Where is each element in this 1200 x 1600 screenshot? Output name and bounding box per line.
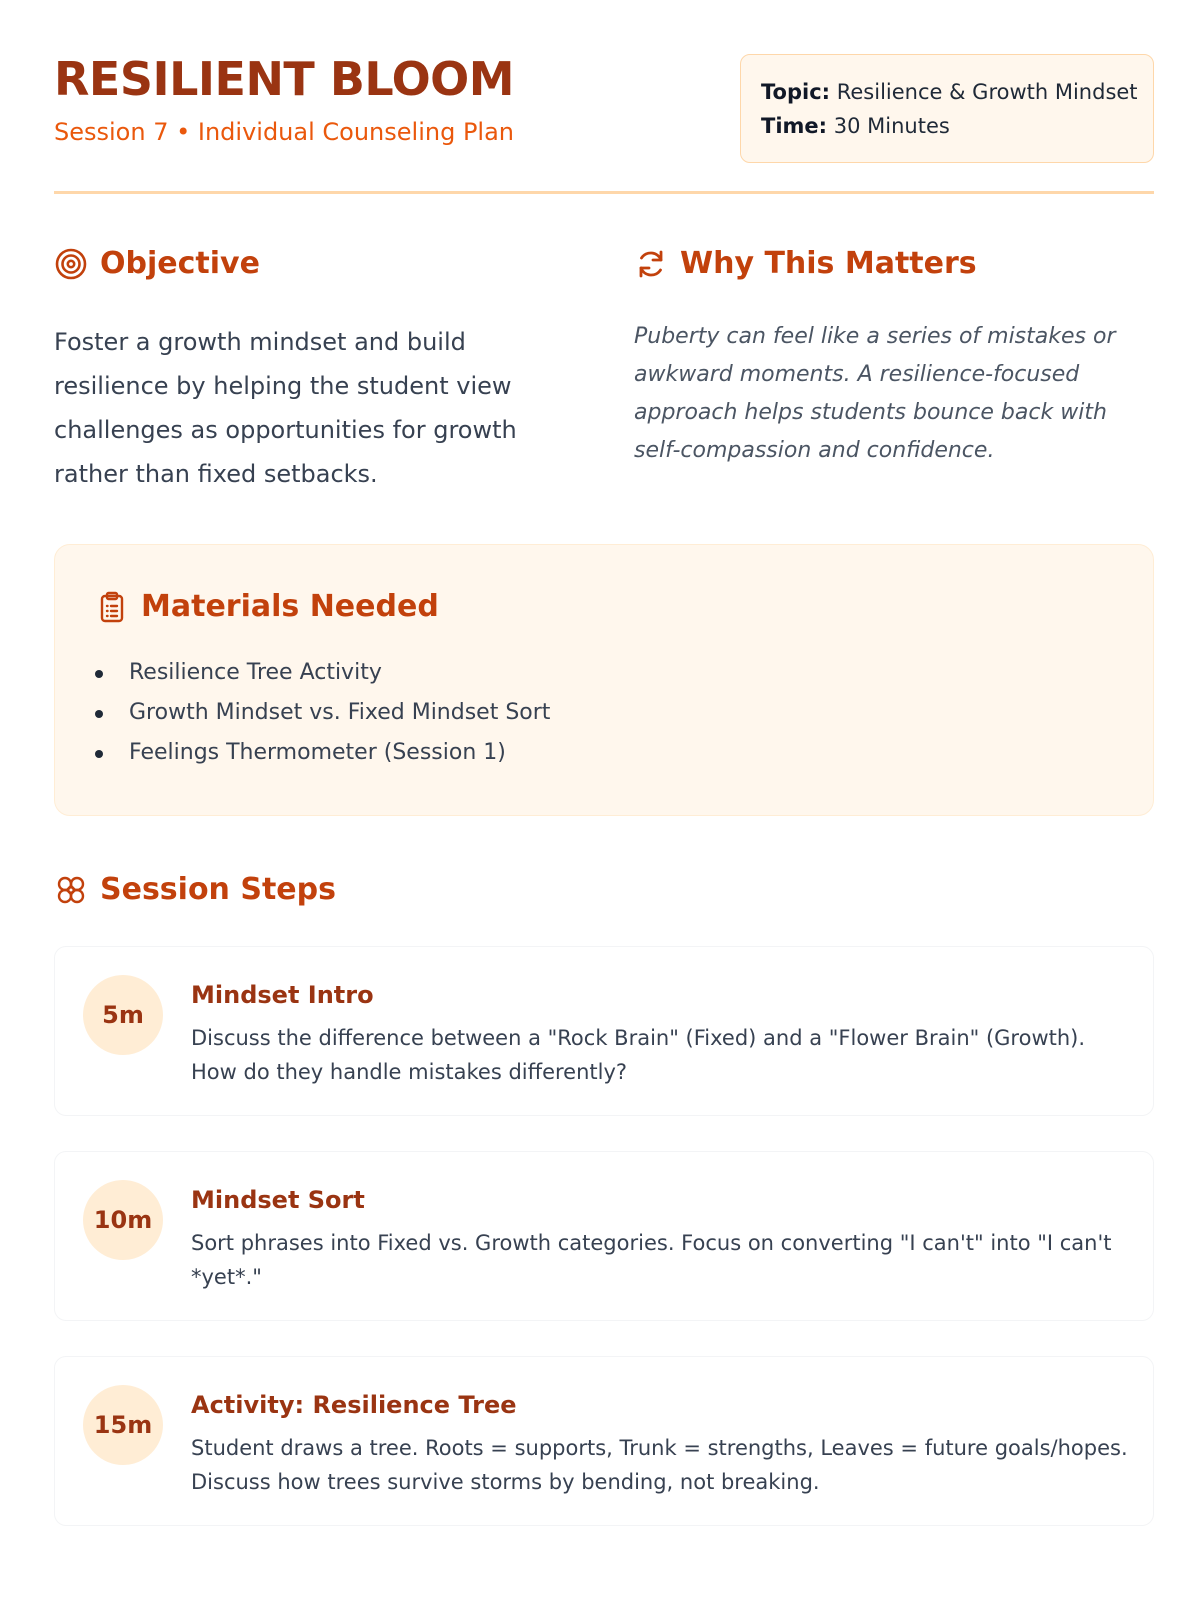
steps-heading-text: Session Steps (100, 872, 336, 907)
step-title: Mindset Intro (191, 981, 374, 1009)
objective-heading (54, 246, 260, 281)
list-item: Growth Mindset vs. Fixed Mindset Sort (95, 693, 550, 733)
step-description: Discuss the difference between a "Rock Brain" (Fixed) and a "Flower Brain" (Growth). How do they handle mistakes differently? (191, 1026, 1086, 1084)
materials-list (95, 653, 550, 773)
materials-heading-text: Materials Needed (141, 589, 439, 624)
refresh-icon (634, 247, 668, 281)
list-item: Resilience Tree Activity (95, 653, 550, 693)
step-card (54, 1356, 1154, 1526)
step-title: Activity: Resilience Tree (191, 1391, 517, 1419)
why-text: Puberty can feel like a series of mistakes or awkward moments. A resilience-focused approach helps students bounce back with self-compassion and confidence. (634, 324, 1116, 463)
step-description: Student draws a tree. Roots = supports, Trunk = strengths, Leaves = future goals/hopes. Discuss how trees survive storms by bending, not breaking. (191, 1436, 1128, 1494)
list-item: Feelings Thermometer (Session 1) (95, 733, 550, 773)
page-title: RESILIENT BLOOM (54, 52, 515, 106)
step-duration-badge: 15m (83, 1385, 163, 1465)
step-duration-badge: 10m (83, 1180, 163, 1260)
objective-heading-text: Objective (100, 246, 260, 281)
why-heading-text: Why This Matters (680, 246, 977, 281)
page-subtitle: Session 7 • Individual Counseling Plan (54, 118, 514, 146)
topic-line (761, 75, 1138, 109)
step-description: Sort phrases into Fixed vs. Growth categories. Focus on converting "I can't" into "I can't *yet*." (191, 1231, 1112, 1289)
target-icon (54, 247, 88, 281)
steps-heading (54, 872, 336, 907)
session-info-box (740, 54, 1154, 163)
topic-value: Resilience & Growth Mindset (836, 80, 1138, 104)
step-duration-badge: 5m (83, 975, 163, 1055)
page-header (54, 52, 1154, 194)
step-title: Mindset Sort (191, 1186, 365, 1214)
time-value: 30 Minutes (833, 114, 950, 138)
materials-heading (95, 589, 439, 624)
why-heading (634, 246, 977, 281)
materials-panel (54, 544, 1154, 816)
clipboard-icon (95, 590, 129, 624)
flower-icon (54, 873, 88, 907)
time-label: Time: (761, 114, 828, 138)
step-card (54, 1151, 1154, 1321)
objective-text: Foster a growth mindset and build resilience by helping the student view challenges as opportunities for growth rather than fixed setbacks. (54, 328, 517, 488)
step-card (54, 946, 1154, 1116)
topic-label: Topic: (761, 80, 831, 104)
time-line (761, 109, 1133, 143)
